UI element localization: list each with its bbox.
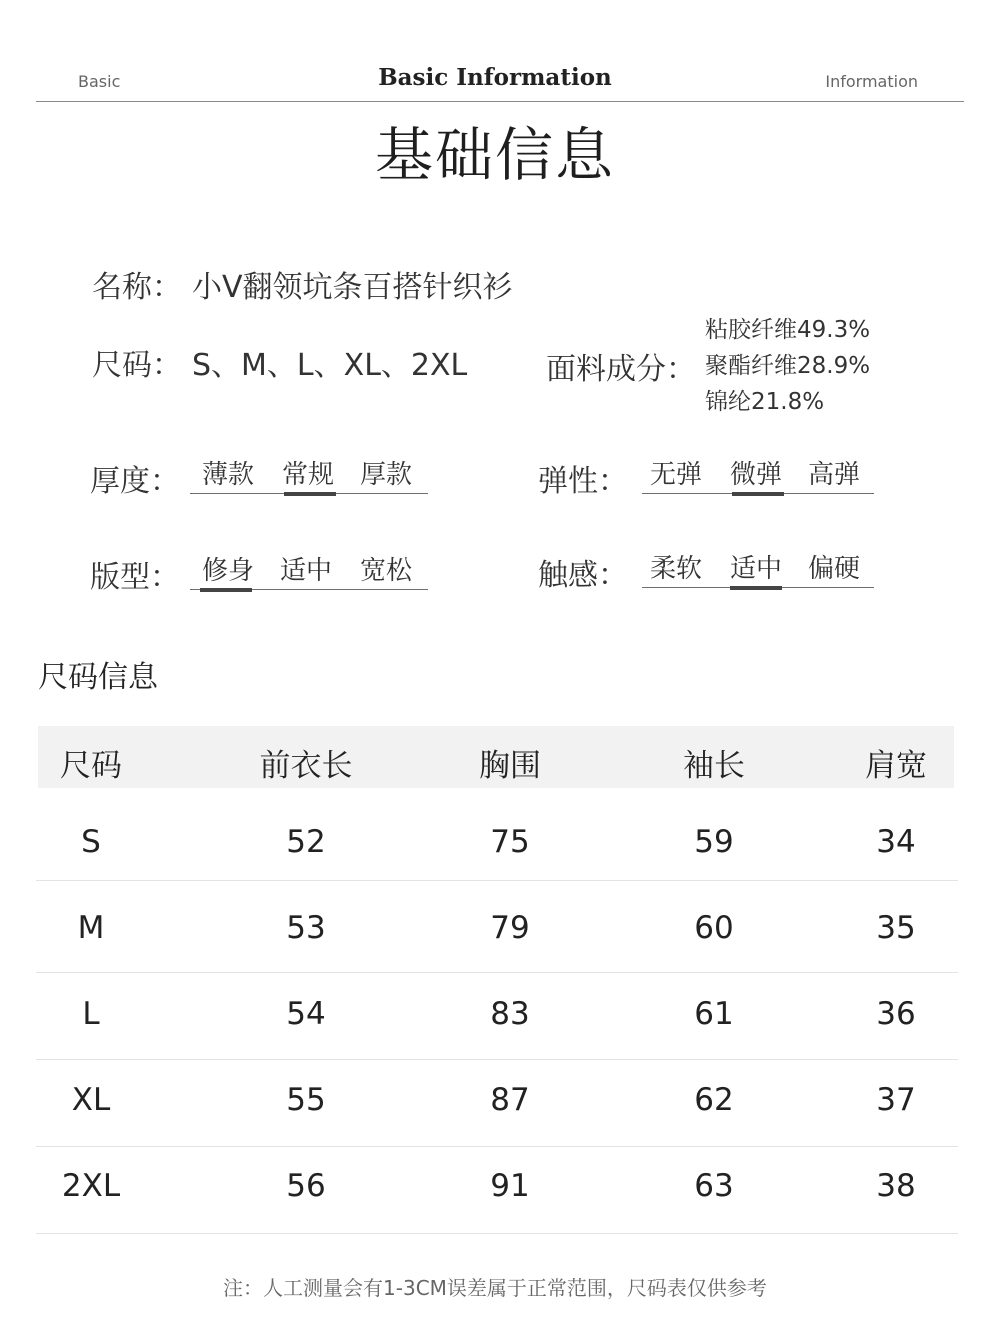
thickness-option: 厚款 [360,460,413,490]
size-table-title: 尺码信息 [38,660,158,695]
table-cell: 75 [490,824,530,860]
table-cell: 61 [694,996,734,1032]
fit-selected-marker [200,588,252,592]
header-left-text: Basic [78,72,121,91]
header-divider [36,101,964,102]
thickness-option: 常规 [282,460,335,490]
fit-option: 适中 [280,556,333,586]
measurement-note: 注：人工测量会有1-3CM误差属于正常范围，尺码表仅供参考 [223,1276,767,1300]
header-chest: 胸围 [479,748,541,784]
row-divider [36,1233,958,1234]
table-cell: 2XL [61,1168,121,1204]
table-cell: 38 [876,1168,916,1204]
table-cell: 59 [694,824,734,860]
table-cell: 60 [694,910,734,946]
header-sleeve-length: 袖长 [683,748,745,784]
thickness-scale [190,454,428,494]
fit-option: 修身 [202,556,255,586]
fabric-item: 粘胶纤维49.3% [705,317,871,343]
table-cell: 62 [694,1082,734,1118]
fabric-label: 面料成分： [546,352,696,387]
table-cell: 83 [490,996,530,1032]
size-value: S、M、L、XL、2XL [192,348,468,383]
touch-option: 适中 [730,554,783,584]
table-cell: 55 [286,1082,326,1118]
table-cell: 91 [490,1168,530,1204]
header-shoulder-width: 肩宽 [865,748,927,784]
row-divider [36,972,958,973]
thickness-label: 厚度： [90,464,180,499]
fabric-item: 锦纶21.8% [705,389,825,415]
header-size: 尺码 [60,748,122,784]
table-cell: 34 [876,824,916,860]
table-cell: 79 [490,910,530,946]
table-cell: 37 [876,1082,916,1118]
touch-scale [642,548,874,588]
table-cell: M [77,910,105,946]
elasticity-option: 无弹 [650,460,703,490]
elasticity-option: 高弹 [808,460,861,490]
header-title-en: Basic Information [378,64,612,91]
touch-label: 触感： [538,558,628,593]
touch-option: 偏硬 [808,554,861,584]
row-divider [36,1059,958,1060]
row-divider [36,880,958,881]
header-right-text: Information [825,72,918,91]
fabric-composition [705,312,870,420]
table-cell: 53 [286,910,326,946]
touch-option: 柔软 [650,554,703,584]
fit-label: 版型： [90,560,180,595]
table-cell: 35 [876,910,916,946]
elasticity-selected-marker [732,492,784,496]
table-cell: S [81,824,101,860]
elasticity-scale [642,454,874,494]
fabric-item: 聚酯纤维28.9% [705,353,871,379]
header-front-length: 前衣长 [259,748,353,784]
elasticity-label: 弹性： [538,464,628,499]
touch-selected-marker [730,586,782,590]
page-title: 基础信息 [374,121,615,189]
table-cell: 36 [876,996,916,1032]
table-cell: 56 [286,1168,326,1204]
table-cell: 54 [286,996,326,1032]
table-cell: 52 [286,824,326,860]
thickness-selected-marker [284,492,336,496]
table-cell: L [82,996,100,1032]
fit-scale [190,550,428,590]
thickness-option: 薄款 [202,460,255,490]
table-cell: 63 [694,1168,734,1204]
name-label: 名称： [92,270,182,305]
elasticity-option: 微弹 [730,460,783,490]
table-cell: XL [71,1082,111,1118]
table-cell: 87 [490,1082,530,1118]
size-label: 尺码： [92,348,182,383]
fit-option: 宽松 [360,556,413,586]
name-value: 小V翻领坑条百搭针织衫 [192,270,513,305]
row-divider [36,1146,958,1147]
